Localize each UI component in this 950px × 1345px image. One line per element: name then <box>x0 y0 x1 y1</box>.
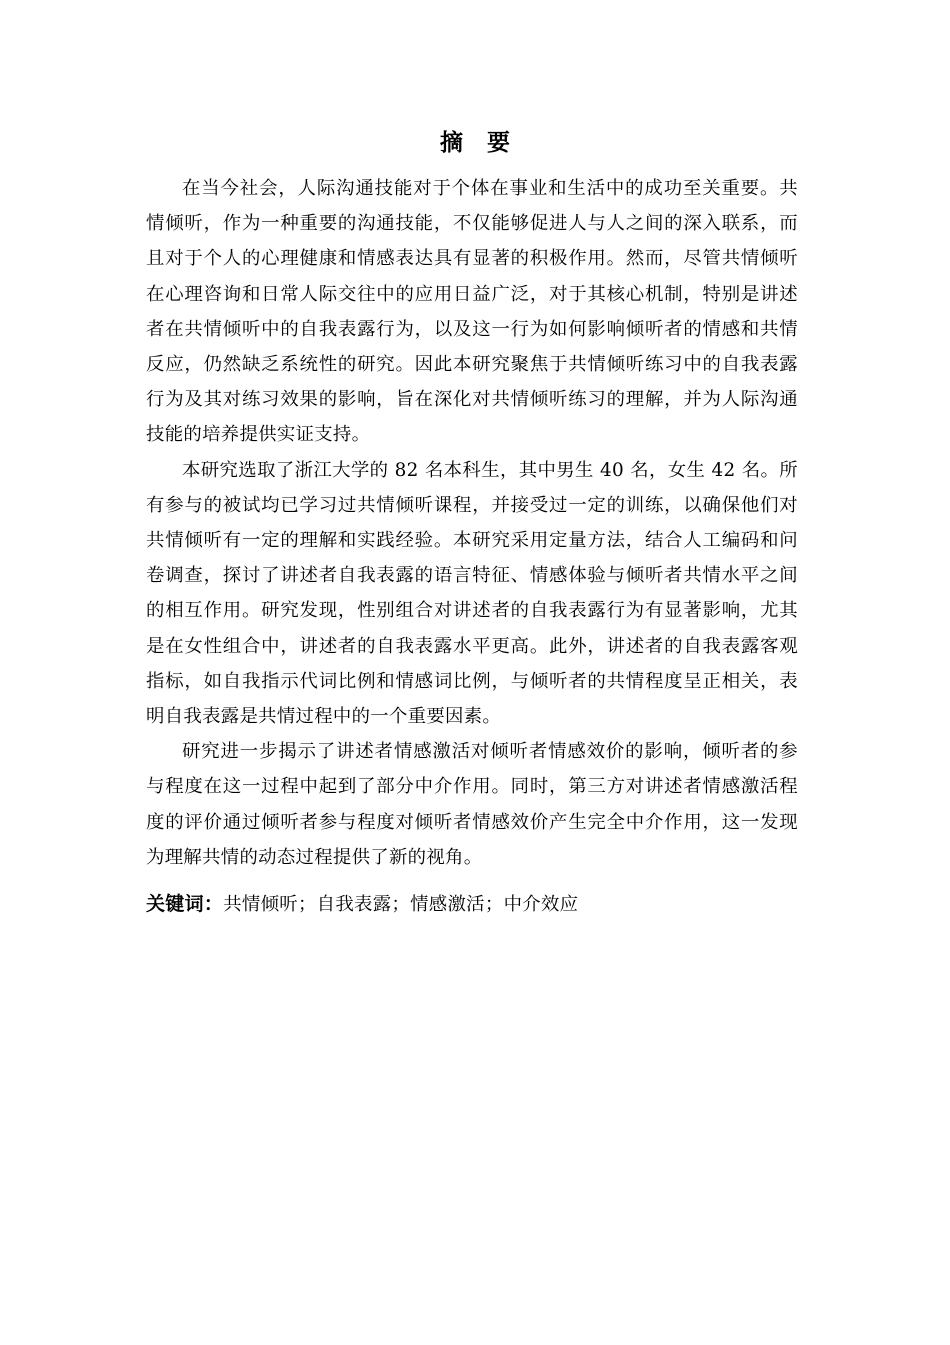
keywords-list: 共情倾听；自我表露；情感激活；中介效应 <box>223 894 579 916</box>
abstract-body <box>146 171 798 922</box>
abstract-paragraph-1: 在当今社会，人际沟通技能对于个体在事业和生活中的成功至关重要。共情倾听，作为一种重要的沟通技能，不仅能够促进人与人之间的深入联系，而且对于个人的心理健康和情感表达具有显著的积极作用。然而，尽管共情倾听在心理咨询和日常人际交往中的应用日益广泛，对于其核心机制，特别是讲述者在共情倾听中的自我表露行为，以及这一行为如何影响倾听者的情感和共情反应，仍然缺乏系统性的研究。因此本研究聚焦于共情倾听练习中的自我表露行为及其对练习效果的影响，旨在深化对共情倾听练习的理解，并为人际沟通技能的培养提供实证支持。 <box>146 178 798 446</box>
abstract-paragraph-3: 研究进一步揭示了讲述者情感激活对倾听者情感效价的影响，倾听者的参与程度在这一过程中起到了部分中介作用。同时，第三方对讲述者情感激活程度的评价通过倾听者参与程度对倾听者情感效价产生完全中介作用，这一发现为理解共情的动态过程提供了新的视角。 <box>146 741 798 868</box>
keywords-line <box>146 887 798 922</box>
abstract-paragraph-2: 本研究选取了浙江大学的 82 名本科生，其中男生 40 名，女生 42 名。所有参与的被试均已学习过共情倾听课程，并接受过一定的训练，以确保他们对共情倾听有一定的理解和实践经验。本研究采用定量方法，结合人工编码和问卷调查，探讨了讲述者自我表露的语言特征、情感体验与倾听者共情水平之间的相互作用。研究发现，性别组合对讲述者的自我表露行为有显著影响，尤其是在女性组合中，讲述者的自我表露水平更高。此外，讲述者的自我表露客观指标，如自我指示代词比例和情感词比例，与倾听者的共情程度呈正相关，表明自我表露是共情过程中的一个重要因素。 <box>146 459 798 728</box>
abstract-title: 摘要 <box>440 130 534 156</box>
keywords-label: 关键词： <box>146 893 224 916</box>
